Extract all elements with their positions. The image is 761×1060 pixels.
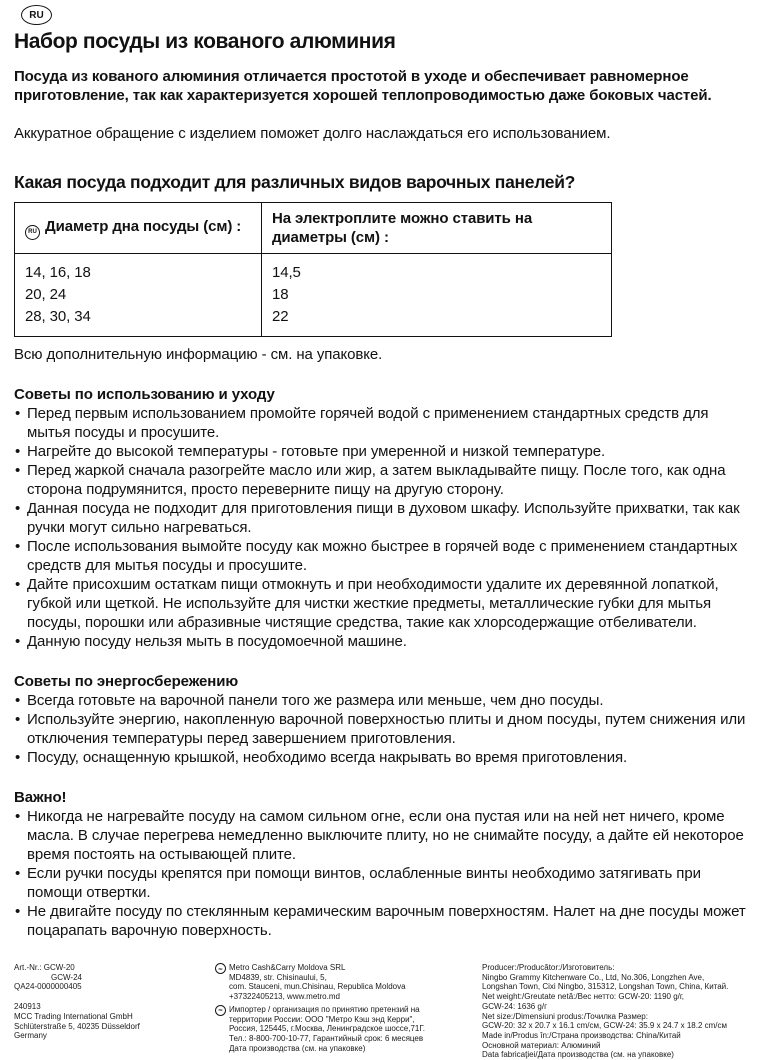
bullet-item: • Перед первым использованием промойте горячей водой с применением стандартных средств для мытья посуды и просушите. bbox=[14, 404, 747, 442]
distributor-name: MCC Trading International GmbH bbox=[14, 1011, 133, 1021]
table-cell-pan-diameters: 28, 30, 34 bbox=[15, 306, 262, 337]
bullet-list bbox=[14, 807, 747, 940]
table-header-row bbox=[15, 203, 612, 254]
bullet-item: • Данная посуда не подходит для приготовления пищи в духовом шкафу. Используйте прихватки, так как ручки могут сильно нагреваться. bbox=[14, 499, 747, 537]
producer-details-text: Producer:/Producător:/Изготовитель: Ningbo Grammy Kitchenware Co., Ltd, No.306, Longzhen Ave, Longshan Town, Cixi Ningbo, 315312, Longshan Town, China, Китай. Net weight:/Greutate netă:/Вес нетто: GCW-20: 1190 g/г, GCW-24: 1636 g/г Net size:/Dimensiuni produs:/Точилка Размер: GCW-20: 32 x 20.7 x 16.1 cm/см, GCW-24: 35.9 x 24.7 x 18.2 cm/см Made in/Produs în:/Страна производства: China/Китай Основной материал: Алюминий Data fabricaţiei/Дата производства (см. на упаковке) bbox=[482, 963, 729, 1060]
table-header-pan-diameter-label: Диаметр дна посуды (см) : bbox=[45, 217, 242, 235]
section-heading: Важно! bbox=[14, 789, 67, 806]
table-row bbox=[15, 284, 612, 306]
bullet-item: • Посуду, оснащенную крышкой, необходимо всегда накрывать во время приготовления. bbox=[14, 748, 747, 767]
moldova-importer-block bbox=[215, 963, 482, 1002]
table-cell-pan-diameters: 14, 16, 18 bbox=[15, 254, 262, 285]
table-cell-hob-diameter: 22 bbox=[272, 308, 289, 325]
russia-importer-text: Импортер / организация по принятию претензий на территории России: ООО "Метро Кэш энд Керри", Россия, 125445, г.Москва, Ленинградское шоссе,71Г. Тел.: 8-800-700-10-77, Гарантийный срок: 6 месяцев Дата производства (см. на упаковке) bbox=[229, 1004, 425, 1053]
additional-info-note: Всю дополнительную информацию - см. на упаковке. bbox=[14, 346, 383, 363]
article-number: Art.-Nr.: GCW-20 bbox=[14, 963, 75, 972]
bullet-item: • Перед жаркой сначала разогрейте масло или жир, а затем выкладывайте пищу. После того, как одна сторона подрумянится, просто переверните пищу на другую сторону. bbox=[14, 461, 747, 499]
batch-code: 240913 bbox=[14, 1002, 41, 1012]
ru-badge-icon: RU bbox=[25, 225, 40, 240]
section-important bbox=[14, 788, 747, 940]
article-number-2: GCW-24 bbox=[51, 972, 82, 982]
footer-importer-column bbox=[215, 963, 482, 1060]
bullet-list bbox=[14, 691, 747, 767]
ru-language-badge-icon: RU bbox=[21, 5, 52, 25]
table-header-pan-diameter bbox=[15, 203, 262, 254]
section-heading: Советы по использованию и уходу bbox=[14, 386, 275, 403]
moldova-importer-text: Metro Cash&Carry Moldova SRL MD4839, str. Chisinaului, 5, com. Stauceni, mun.Chisinau, Republica Moldova +37322405213, www.metro.md bbox=[229, 963, 406, 1002]
table-cell-hob-diameter: 14,5 bbox=[272, 264, 301, 281]
table-row bbox=[15, 306, 612, 337]
page-title: Набор посуды из кованого алюминия bbox=[14, 30, 396, 53]
diameter-compatibility-table bbox=[14, 202, 612, 337]
footer-producer-column bbox=[482, 963, 746, 1060]
table-header-hob-diameter: На электроплите можно ставить на диаметры (см) : bbox=[262, 203, 612, 254]
russia-importer-block bbox=[215, 1005, 482, 1054]
bullet-item: • Не двигайте посуду по стеклянным керамическим варочным поверхностям. Налет на дне посуды может поцарапать варочную поверхность. bbox=[14, 902, 747, 940]
bullet-item: • Если ручки посуды крепятся при помощи винтов, ослабленные винты необходимо затягивать при помощи отвертки. bbox=[14, 864, 747, 902]
bullet-item: • После использования вымойте посуду как можно быстрее в горячей воде с применением стандартных средств для мытья посуды и просушите. bbox=[14, 537, 747, 575]
ru-badge-icon: ru bbox=[215, 963, 226, 974]
table-cell-hob-diameter: 18 bbox=[272, 286, 289, 303]
ru-badge-icon: ru bbox=[215, 1005, 226, 1016]
bullet-item: • Используйте энергию, накопленную варочной поверхностью плиты и дном посуды, путем снижения или отключения температуры перед завершением приготовления. bbox=[14, 710, 747, 748]
section-heading: Советы по энергосбережению bbox=[14, 673, 239, 690]
table-row bbox=[15, 254, 612, 285]
bullet-item: • Никогда не нагревайте посуду на самом сильном огне, если она пустая или на ней нет ничего, кроме масла. В случае перегрева немедленно выключите плиту, но не снимайте посуду, а дайте ей некоторое время постоять на остывающей плите. bbox=[14, 807, 747, 864]
footer-article-column bbox=[14, 963, 215, 1060]
footer bbox=[14, 963, 747, 1060]
bullet-list bbox=[14, 404, 747, 651]
section-usage-care bbox=[14, 385, 747, 651]
bullet-item: • Данную посуду нельзя мыть в посудомоечной машине. bbox=[14, 632, 747, 651]
hob-compatibility-heading: Какая посуда подходит для различных видов варочных панелей? bbox=[14, 172, 576, 192]
table-cell-pan-diameters: 20, 24 bbox=[15, 284, 262, 306]
section-energy-saving bbox=[14, 672, 747, 767]
intro-paragraph: Аккуратное обращение с изделием поможет долго наслаждаться его использованием. bbox=[14, 125, 611, 142]
bullet-item: • Всегда готовьте на варочной панели того же размера или меньше, чем дно посуды. bbox=[14, 691, 747, 710]
bullet-item: • Нагрейте до высокой температуры - готовьте при умеренной и низкой температуре. bbox=[14, 442, 747, 461]
distributor-address: Schlüterstraße 5, 40235 Düsseldorf bbox=[14, 1021, 140, 1031]
intro-paragraph-bold: Посуда из кованого алюминия отличается простотой в уходе и обеспечивает равномерное приготовление, так как характеризуется хорошей теплопроводимостью даже боковых частей. bbox=[14, 68, 712, 104]
qa-number: QA24-0000000405 bbox=[14, 982, 82, 992]
bullet-item: • Дайте присохшим остаткам пищи отмокнуть и при необходимости удалите их деревянной лопаткой, губкой или щеткой. Не используйте для чистки жесткие предметы, металлические губки для мытья посуды, порошки или абразивные чистящие средства, такие как хлорсодержащие отбеливатели. bbox=[14, 575, 747, 632]
distributor-country: Germany bbox=[14, 1031, 47, 1041]
